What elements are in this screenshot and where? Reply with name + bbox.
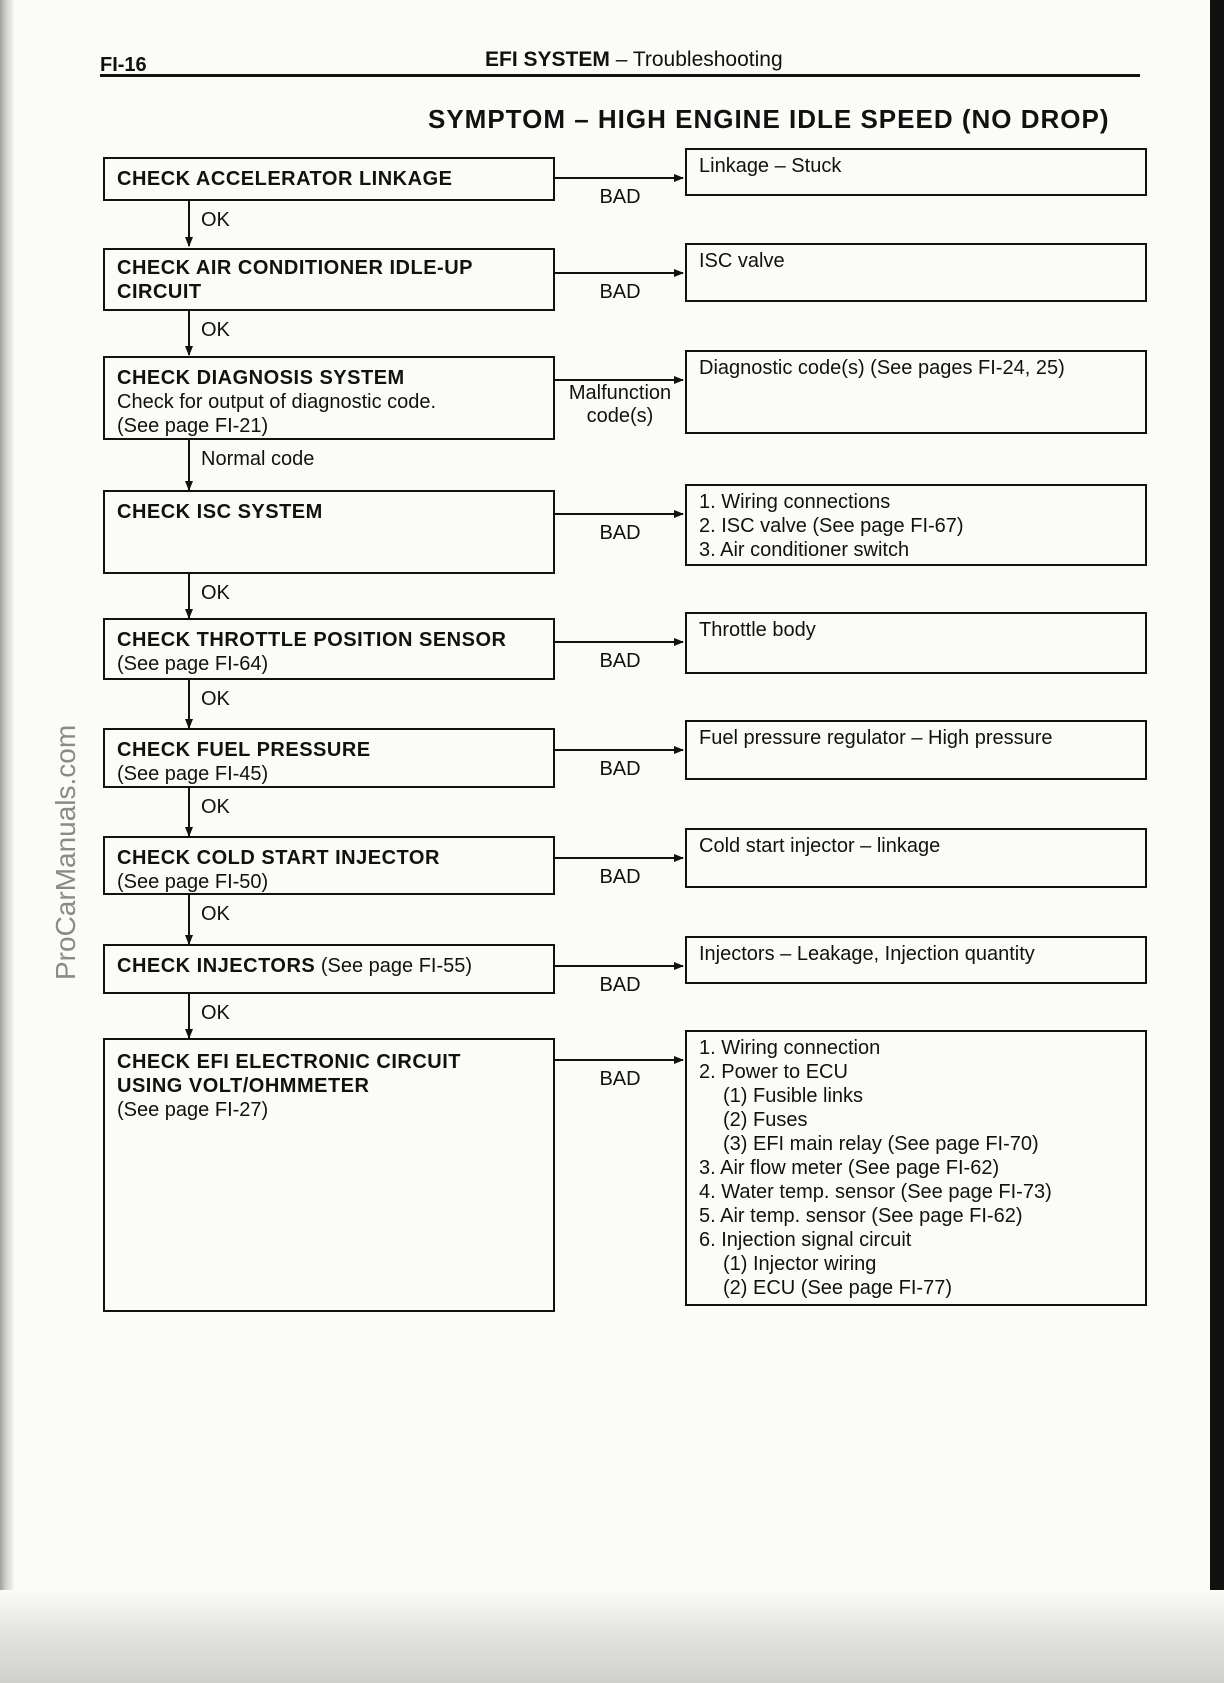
- branch-label-line: BAD: [599, 866, 641, 888]
- check-title-text: CHECK THROTTLE POSITION SENSOR: [117, 629, 507, 651]
- result-line: 2. ISC valve (See page FI-67): [699, 515, 964, 537]
- check-title-line: [117, 954, 541, 978]
- branch-label-line: Malfunction: [568, 382, 672, 404]
- check-title-line: [117, 256, 541, 280]
- down-label: OK: [201, 209, 230, 231]
- check-title-line: [117, 738, 541, 762]
- result-line: (3) EFI main relay (See page FI-70): [723, 1133, 1039, 1155]
- check-title-text: CHECK FUEL PRESSURE: [117, 739, 371, 761]
- symptom-title: SYMPTOM – HIGH ENGINE IDLE SPEED (NO DROP): [428, 104, 1110, 134]
- check-title-text: CHECK INJECTORS: [117, 955, 316, 977]
- result-line: ISC valve: [699, 250, 785, 272]
- branch-label: [555, 758, 685, 781]
- branch-label: [555, 650, 685, 673]
- check-title-line: [117, 628, 541, 652]
- result-box: [685, 350, 1147, 434]
- check-box: [103, 356, 555, 440]
- result-line: Throttle body: [699, 619, 816, 641]
- check-detail-line: (See page FI-27): [117, 1099, 269, 1121]
- branch-label: [555, 382, 685, 428]
- result-line: 1. Wiring connections: [699, 491, 891, 513]
- branch-label: [555, 866, 685, 889]
- branch-label-line: code(s): [586, 405, 654, 427]
- down-label: OK: [201, 1002, 230, 1024]
- result-box: [685, 936, 1147, 984]
- branch-label: [555, 186, 685, 209]
- result-box: [685, 148, 1147, 196]
- down-label: Normal code: [201, 448, 315, 470]
- check-title-line: [117, 846, 541, 870]
- result-line: 5. Air temp. sensor (See page FI-62): [699, 1205, 1023, 1227]
- check-title-line: [117, 1074, 541, 1098]
- branch-label-line: BAD: [599, 281, 641, 303]
- result-line: (1) Fusible links: [723, 1085, 864, 1107]
- check-detail-line: (See page FI-50): [117, 871, 269, 893]
- check-title-text: CHECK COLD START INJECTOR: [117, 847, 440, 869]
- check-box: [103, 944, 555, 994]
- watermark: ProCarManuals.com: [50, 724, 81, 980]
- check-box: [103, 157, 555, 201]
- check-detail-line: (See page FI-45): [117, 763, 269, 785]
- branch-label-line: BAD: [599, 974, 641, 996]
- check-detail-line: (See page FI-64): [117, 653, 269, 675]
- result-line: 3. Air conditioner switch: [699, 539, 910, 561]
- result-box: [685, 612, 1147, 674]
- check-title-text: CIRCUIT: [117, 281, 202, 303]
- check-title-text: CHECK DIAGNOSIS SYSTEM: [117, 367, 405, 389]
- branch-label: [555, 974, 685, 997]
- branch-label-line: BAD: [599, 522, 641, 544]
- result-box: [685, 484, 1147, 566]
- branch-label: [555, 522, 685, 545]
- branch-label: [555, 281, 685, 304]
- check-title-text: CHECK ACCELERATOR LINKAGE: [117, 168, 453, 190]
- check-page-ref: (See page FI-55): [315, 955, 473, 977]
- check-box: [103, 490, 555, 574]
- check-box: [103, 248, 555, 311]
- result-line: Injectors – Leakage, Injection quantity: [699, 943, 1035, 965]
- branch-label-line: BAD: [599, 1068, 641, 1090]
- down-label: OK: [201, 688, 230, 710]
- check-title-line: [117, 280, 541, 304]
- check-title-line: [117, 1050, 541, 1074]
- check-box: [103, 836, 555, 895]
- check-title-text: CHECK AIR CONDITIONER IDLE-UP: [117, 257, 473, 279]
- result-line: 1. Wiring connection: [699, 1037, 881, 1059]
- result-line: (2) Fuses: [723, 1109, 808, 1131]
- result-box: [685, 828, 1147, 888]
- branch-label-line: BAD: [599, 650, 641, 672]
- down-label: OK: [201, 903, 230, 925]
- result-box: [685, 720, 1147, 780]
- check-title-text: USING VOLT/OHMMETER: [117, 1075, 370, 1097]
- check-title-line: [117, 167, 541, 191]
- result-line: 4. Water temp. sensor (See page FI-73): [699, 1181, 1052, 1203]
- check-title-line: [117, 366, 541, 390]
- result-line: Fuel pressure regulator – High pressure: [699, 727, 1053, 749]
- section-title-bold: EFI SYSTEM: [485, 48, 610, 71]
- result-line: Cold start injector – linkage: [699, 835, 941, 857]
- branch-label-line: BAD: [599, 186, 641, 208]
- result-line: (2) ECU (See page FI-77): [723, 1277, 952, 1299]
- check-box: [103, 618, 555, 680]
- check-title-line: [117, 500, 541, 524]
- check-title-text: CHECK ISC SYSTEM: [117, 501, 323, 523]
- page-number: FI-16: [100, 54, 147, 76]
- result-line: Linkage – Stuck: [699, 155, 842, 177]
- down-label: OK: [201, 796, 230, 818]
- section-title-rest: – Troubleshooting: [609, 48, 783, 71]
- result-line: 2. Power to ECU: [699, 1061, 848, 1083]
- branch-label-line: BAD: [599, 758, 641, 780]
- down-label: OK: [201, 582, 230, 604]
- result-line: 6. Injection signal circuit: [699, 1229, 912, 1251]
- result-line: (1) Injector wiring: [723, 1253, 877, 1275]
- down-label: OK: [201, 319, 230, 341]
- check-detail-line: Check for output of diagnostic code.: [117, 391, 437, 413]
- check-detail-line: (See page FI-21): [117, 415, 269, 437]
- check-title-text: CHECK EFI ELECTRONIC CIRCUIT: [117, 1051, 461, 1073]
- result-box: [685, 1030, 1147, 1306]
- check-box: [103, 1038, 555, 1312]
- result-line: Diagnostic code(s) (See pages FI-24, 25): [699, 357, 1065, 379]
- branch-label: [555, 1068, 685, 1091]
- check-box: [103, 728, 555, 788]
- result-line: 3. Air flow meter (See page FI-62): [699, 1157, 1000, 1179]
- result-box: [685, 243, 1147, 302]
